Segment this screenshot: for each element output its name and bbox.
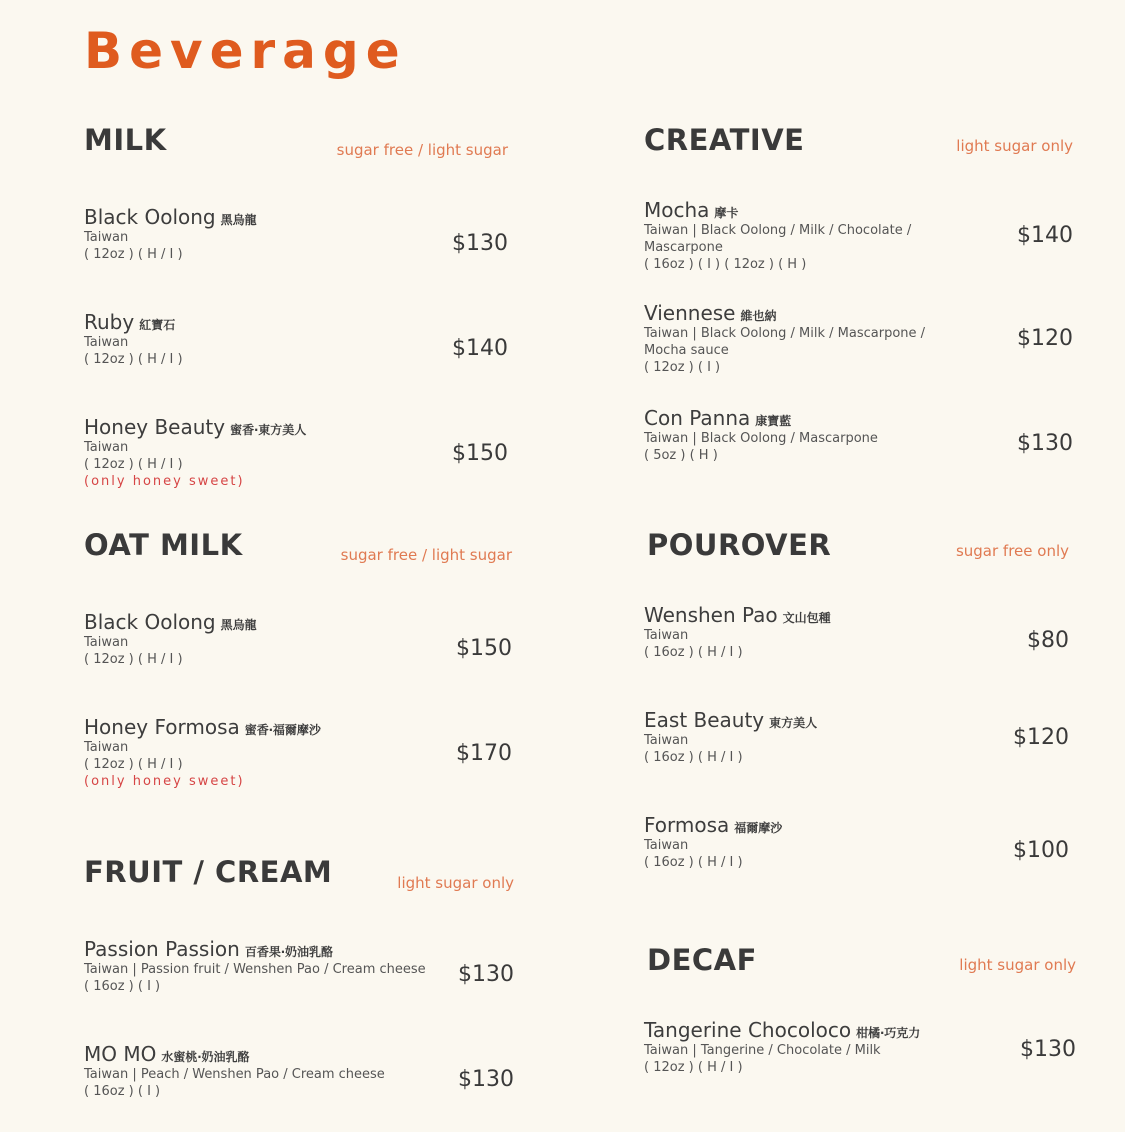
section-header [644, 528, 1069, 571]
section-sugar-note: light sugar only [959, 956, 1076, 974]
item-chinese-name: 黑烏龍 [220, 618, 257, 632]
item-price: $170 [456, 741, 512, 766]
section-sugar-note: sugar free / light sugar [340, 546, 512, 564]
section-sugar-note: sugar free only [955, 542, 1069, 560]
item-name: Black Oolong 黑烏龍 [84, 610, 257, 634]
item-name: Ruby 紅寶石 [84, 310, 176, 334]
item-origin: Taiwan [84, 335, 129, 350]
page-title: Beverage [84, 22, 407, 80]
item-name: Passion Passion 百香果‧奶油乳酪 [84, 937, 333, 961]
item-description: Taiwan | Passion fruit / Wenshen Pao / Cream cheese [84, 962, 426, 977]
item-chinese-name: 福爾摩沙 [734, 821, 783, 835]
section-sugar-note: light sugar only [397, 874, 514, 892]
item-chinese-name: 蜜香‧東方美人 [230, 423, 307, 437]
item-description: Taiwan | Tangerine / Chocolate / Milk [644, 1043, 881, 1058]
menu-item [644, 709, 1069, 766]
section-header [84, 855, 514, 898]
menu-item [84, 938, 514, 995]
section-header [644, 943, 1076, 986]
item-chinese-name: 摩卡 [714, 206, 739, 220]
menu-item [84, 416, 508, 490]
item-name: Tangerine Chocoloco 柑橘‧巧克力 [644, 1018, 921, 1042]
item-price: $130 [458, 1067, 514, 1092]
item-description: Taiwan | Peach / Wenshen Pao / Cream cheese [84, 1067, 385, 1082]
item-name: Formosa 福爾摩沙 [644, 813, 783, 837]
section-title: DECAF [647, 943, 757, 977]
section-title: FRUIT / CREAM [84, 855, 333, 889]
menu-item [644, 407, 1073, 464]
item-origin: Taiwan [84, 635, 129, 650]
item-origin: Taiwan [84, 230, 129, 245]
section-header [84, 528, 512, 571]
menu-item [84, 206, 508, 263]
item-size: ( 16oz ) ( H / I ) [644, 855, 743, 870]
item-honey-note: (only honey sweet) [84, 474, 245, 489]
item-price: $130 [1020, 1037, 1076, 1062]
item-name: East Beauty 東方美人 [644, 708, 818, 732]
section-header [84, 123, 508, 166]
section-oat-milk [84, 528, 512, 811]
section-sugar-note: light sugar only [956, 137, 1073, 155]
item-size: ( 12oz ) ( H / I ) [84, 247, 183, 262]
section-title: MILK [84, 123, 167, 157]
menu-item [84, 611, 512, 668]
section-pourover [644, 528, 1069, 891]
item-size: ( 12oz ) ( H / I ) [84, 652, 183, 667]
menu-item [84, 311, 508, 368]
item-honey-note: (only honey sweet) [84, 774, 245, 789]
item-size: ( 16oz ) ( I ) [84, 979, 161, 994]
item-origin: Taiwan [644, 628, 689, 643]
item-origin: Taiwan [644, 838, 689, 853]
item-price: $130 [458, 962, 514, 987]
section-title: OAT MILK [84, 528, 243, 562]
section-title: POUROVER [647, 528, 832, 562]
section-fruit-cream [84, 855, 514, 1118]
item-name: Mocha 摩卡 [644, 198, 739, 222]
item-price: $80 [1027, 628, 1069, 653]
item-name: Con Panna 康寶藍 [644, 406, 792, 430]
item-size: ( 12oz ) ( H / I ) [644, 1060, 743, 1075]
section-title: CREATIVE [644, 123, 805, 157]
item-price: $120 [1013, 725, 1069, 750]
item-name: Black Oolong 黑烏龍 [84, 205, 257, 229]
item-size: ( 16oz ) ( H / I ) [644, 750, 743, 765]
section-decaf [644, 943, 1076, 1096]
item-name: Honey Beauty 蜜香‧東方美人 [84, 415, 307, 439]
item-size: ( 5oz ) ( H ) [644, 448, 718, 463]
item-price: $140 [1017, 223, 1073, 248]
menu-item [84, 716, 512, 790]
section-header [644, 123, 1073, 166]
item-size: ( 16oz ) ( I ) ( 12oz ) ( H ) [644, 257, 807, 272]
item-description: Taiwan | Black Oolong / Milk / Mascarpone / Mocha sauce [644, 326, 926, 358]
item-size: ( 16oz ) ( I ) [84, 1084, 161, 1099]
item-price: $120 [1017, 326, 1073, 351]
item-origin: Taiwan [644, 733, 689, 748]
section-sugar-note: sugar free / light sugar [336, 141, 508, 159]
item-price: $140 [452, 336, 508, 361]
item-name: Viennese 維也納 [644, 301, 777, 325]
item-size: ( 16oz ) ( H / I ) [644, 645, 743, 660]
item-origin: Taiwan [84, 440, 129, 455]
item-chinese-name: 康寶藍 [755, 414, 792, 428]
menu-item [644, 604, 1069, 661]
item-description: Taiwan | Black Oolong / Milk / Chocolate / Mascarpone [644, 223, 912, 255]
item-chinese-name: 文山包種 [782, 611, 831, 625]
menu-item [644, 1019, 1076, 1076]
item-chinese-name: 水蜜桃‧奶油乳酪 [161, 1050, 250, 1064]
item-price: $150 [456, 636, 512, 661]
item-chinese-name: 柑橘‧巧克力 [856, 1026, 921, 1040]
item-price: $100 [1013, 838, 1069, 863]
item-name: Wenshen Pao 文山包種 [644, 603, 831, 627]
item-size: ( 12oz ) ( H / I ) [84, 457, 183, 472]
item-chinese-name: 百香果‧奶油乳酪 [244, 945, 333, 959]
section-milk [84, 123, 508, 506]
item-chinese-name: 紅寶石 [139, 318, 176, 332]
item-name: Honey Formosa 蜜香‧福爾摩沙 [84, 715, 321, 739]
menu-item [644, 199, 1073, 273]
section-creative [644, 123, 1073, 486]
item-chinese-name: 黑烏龍 [220, 213, 257, 227]
item-size: ( 12oz ) ( I ) [644, 360, 721, 375]
item-name: MO MO 水蜜桃‧奶油乳酪 [84, 1042, 250, 1066]
menu-item [84, 1043, 514, 1100]
item-size: ( 12oz ) ( H / I ) [84, 757, 183, 772]
item-size: ( 12oz ) ( H / I ) [84, 352, 183, 367]
item-chinese-name: 蜜香‧福爾摩沙 [244, 723, 321, 737]
item-price: $130 [1017, 431, 1073, 456]
menu-item [644, 302, 1073, 376]
menu-item [644, 814, 1069, 871]
item-origin: Taiwan [84, 740, 129, 755]
item-price: $130 [452, 231, 508, 256]
item-chinese-name: 東方美人 [769, 716, 818, 730]
item-description: Taiwan | Black Oolong / Mascarpone [644, 431, 878, 446]
item-price: $150 [452, 441, 508, 466]
item-chinese-name: 維也納 [740, 309, 777, 323]
